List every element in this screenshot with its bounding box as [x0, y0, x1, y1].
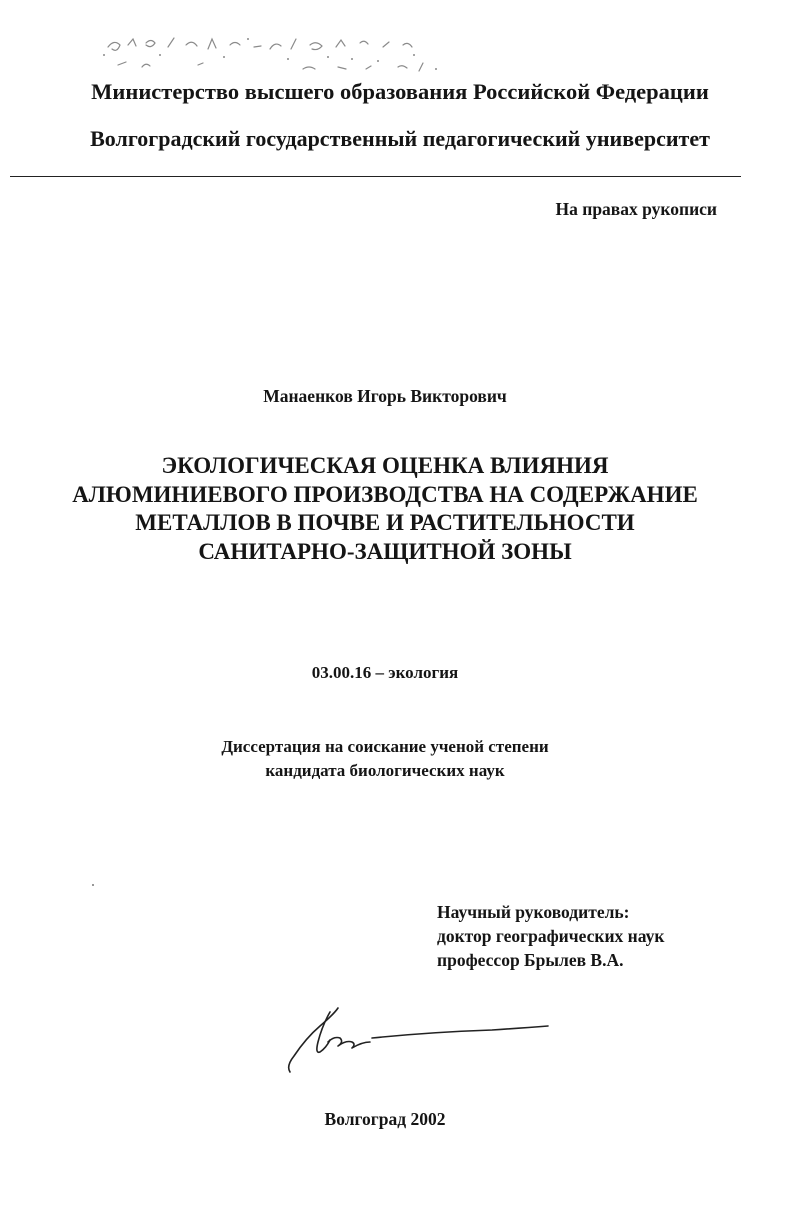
- supervisor-block: [437, 900, 664, 972]
- supervisor-line: Научный руководитель:: [437, 902, 630, 922]
- author-name: Манаенков Игорь Викторович: [263, 386, 507, 406]
- university-name: Волгоградский государственный педагогический университет: [90, 126, 710, 151]
- degree-statement: [0, 735, 770, 783]
- city: Волгоград: [324, 1109, 407, 1129]
- supervisor-line: доктор географических наук: [437, 926, 665, 946]
- title-line: САНИТАРНО-ЗАЩИТНОЙ ЗОНЫ: [198, 538, 572, 564]
- supervisor-line: профессор Брылев В.А.: [437, 950, 624, 970]
- faded-library-stamp: [98, 25, 443, 85]
- dissertation-title: [40, 452, 730, 566]
- title-line: ЭКОЛОГИЧЕСКАЯ ОЦЕНКА ВЛИЯНИЯ: [161, 453, 609, 478]
- degree-line: Диссертация на соискание ученой степени: [221, 737, 549, 756]
- specialty-code: 03.00.16 – экология: [311, 663, 459, 682]
- author-signature: [282, 1002, 557, 1080]
- year: 2002: [410, 1109, 446, 1129]
- rights-note: На правах рукописи: [555, 199, 717, 219]
- ministry-name: Министерство высшего образования Российской Федерации: [91, 79, 709, 104]
- title-line: АЛЮМИНИЕВОГО ПРОИЗВОДСТВА НА СОДЕРЖАНИЕ: [72, 481, 698, 507]
- header-divider: [10, 176, 741, 177]
- degree-line: кандидата биологических наук: [265, 761, 505, 780]
- paper-speck: [92, 884, 94, 886]
- city-year: [0, 1109, 770, 1130]
- title-line: МЕТАЛЛОВ В ПОЧВЕ И РАСТИТЕЛЬНОСТИ: [135, 510, 635, 535]
